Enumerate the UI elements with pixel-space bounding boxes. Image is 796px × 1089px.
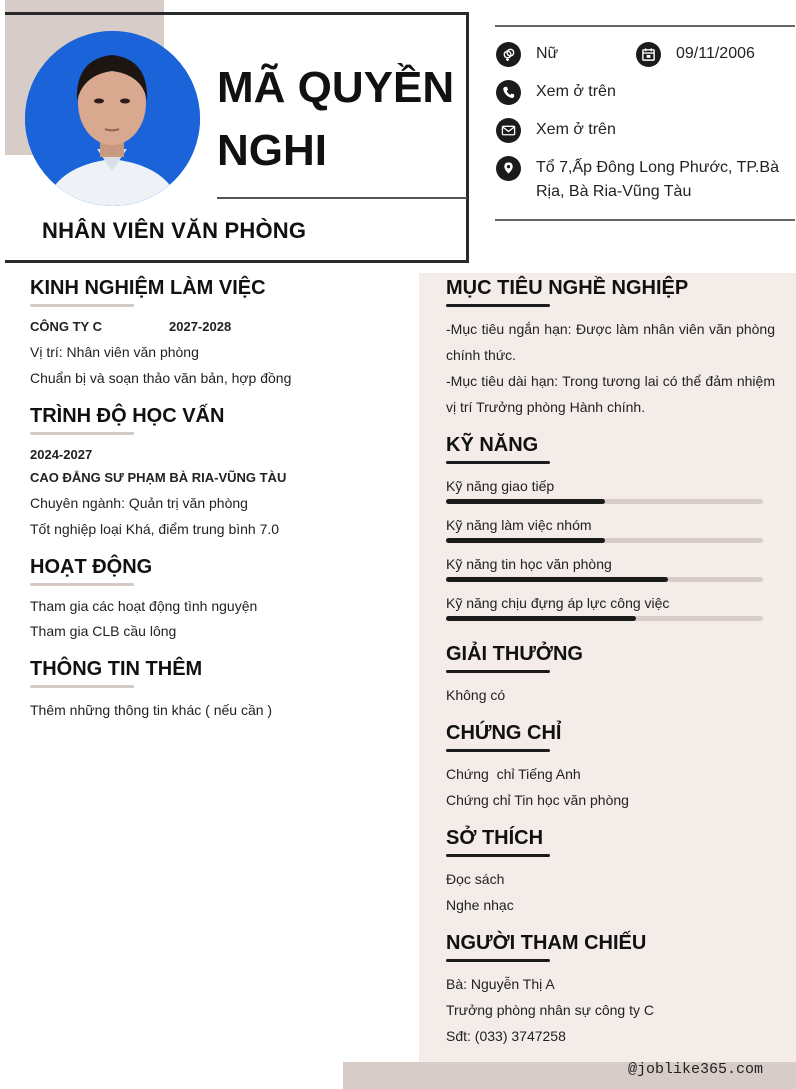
education-underline: [30, 432, 134, 435]
reference-phone: Sđt: (033) 3747258: [446, 1028, 566, 1044]
more-info-underline: [30, 685, 134, 688]
name-divider: [217, 197, 467, 199]
address-row: [496, 156, 786, 204]
birthdate-value: 09/11/2006: [676, 45, 755, 62]
activities-heading: HOẠT ĐỘNG: [30, 556, 153, 578]
avatar: [25, 31, 200, 206]
objective-underline: [446, 304, 550, 307]
reference-heading: NGƯỜI THAM CHIẾU: [446, 932, 647, 954]
phone-row: [496, 80, 616, 105]
education-heading: TRÌNH ĐỘ HỌC VẤN: [30, 405, 225, 427]
education-grade: Tốt nghiệp loại Khá, điểm trung bình 7.0: [30, 521, 280, 537]
skill-name: Kỹ năng chịu đựng áp lực công việc: [446, 595, 670, 611]
activities-underline: [30, 583, 134, 586]
objective-long-term: -Mục tiêu dài hạn: Trong tương lai có thể đảm nhiệm vị trí Trưởng phòng Hành chính.: [446, 373, 775, 415]
more-info-text: Thêm những thông tin khác ( nếu cần ): [30, 702, 273, 718]
skill-bar: [446, 616, 763, 621]
more-info-heading: THÔNG TIN THÊM: [30, 658, 203, 680]
site-watermark: @joblike365.com: [627, 1061, 763, 1078]
reference-role: Trưởng phòng nhân sự công ty C: [446, 1002, 654, 1018]
awards-underline: [446, 670, 550, 673]
hobbies-underline: [446, 854, 550, 857]
experience-period: 2027-2028: [169, 319, 232, 334]
awards-heading: GIẢI THƯỞNG: [446, 643, 583, 665]
birthdate-row: [636, 42, 755, 67]
gender-icon: [496, 42, 521, 67]
skills-underline: [446, 461, 550, 464]
skill-name: Kỹ năng làm việc nhóm: [446, 517, 592, 533]
calendar-icon: [636, 42, 661, 67]
gender-value: Nữ: [536, 45, 559, 62]
objective-short-term: -Mục tiêu ngắn hạn: Được làm nhân viên văn phòng chính thức.: [446, 321, 775, 363]
skill-name: Kỹ năng giao tiếp: [446, 478, 555, 494]
skill-bar: [446, 577, 763, 582]
skill-name: Kỹ năng tin học văn phòng: [446, 556, 612, 572]
skill-bar-fill: [446, 538, 605, 543]
phone-value: Xem ở trên: [536, 83, 616, 100]
certificates-heading: CHỨNG CHỈ: [446, 722, 562, 744]
gender-row: [496, 42, 558, 67]
activity-item: Tham gia các hoạt động tình nguyện: [30, 598, 258, 614]
skill-bar-fill: [446, 499, 605, 504]
experience-heading: KINH NGHIỆM LÀM VIỆC: [30, 277, 266, 299]
address-value: Tổ 7,Ấp Đông Long Phước, TP.Bà Rịa, Bà Ria-Vũng Tàu: [536, 159, 779, 200]
envelope-icon: [496, 118, 521, 143]
experience-position: Vị trí: Nhân viên văn phòng: [30, 344, 199, 360]
skill-bar-fill: [446, 577, 668, 582]
experience-duty: Chuẩn bị và soạn thảo văn bản, hợp đồng: [30, 370, 292, 386]
skill-bar: [446, 538, 763, 543]
experience-company: CÔNG TY C: [30, 319, 102, 334]
awards-text: Không có: [446, 687, 506, 703]
hobbies-heading: SỞ THÍCH: [446, 827, 544, 849]
activity-item: Tham gia CLB cầu lông: [30, 623, 177, 639]
reference-name: Bà: Nguyễn Thị A: [446, 976, 555, 992]
email-row: [496, 118, 616, 143]
certificate-item: Chứng chỉ Tin học văn phòng: [446, 792, 629, 808]
skill-bar: [446, 499, 763, 504]
hobby-item: Đọc sách: [446, 871, 505, 887]
phone-icon: [496, 80, 521, 105]
job-title: NHÂN VIÊN VĂN PHÒNG: [42, 218, 307, 243]
experience-underline: [30, 304, 134, 307]
objective-heading: MỤC TIÊU NGHỀ NGHIỆP: [446, 277, 689, 299]
skills-heading: KỸ NĂNG: [446, 434, 539, 456]
hobby-item: Nghe nhạc: [446, 897, 514, 913]
education-period: 2024-2027: [30, 447, 93, 462]
education-major: Chuyên ngành: Quản trị văn phòng: [30, 495, 248, 511]
location-pin-icon: [496, 156, 521, 181]
certificate-item: Chứng chỉ Tiếng Anh: [446, 766, 581, 782]
candidate-name: MÃ QUYỀN NGHI: [217, 63, 455, 175]
education-school: CAO ĐẲNG SƯ PHẠM BÀ RIA-VŨNG TÀU: [30, 470, 287, 485]
reference-underline: [446, 959, 550, 962]
skill-bar-fill: [446, 616, 636, 621]
email-value: Xem ở trên: [536, 121, 616, 138]
certificates-underline: [446, 749, 550, 752]
